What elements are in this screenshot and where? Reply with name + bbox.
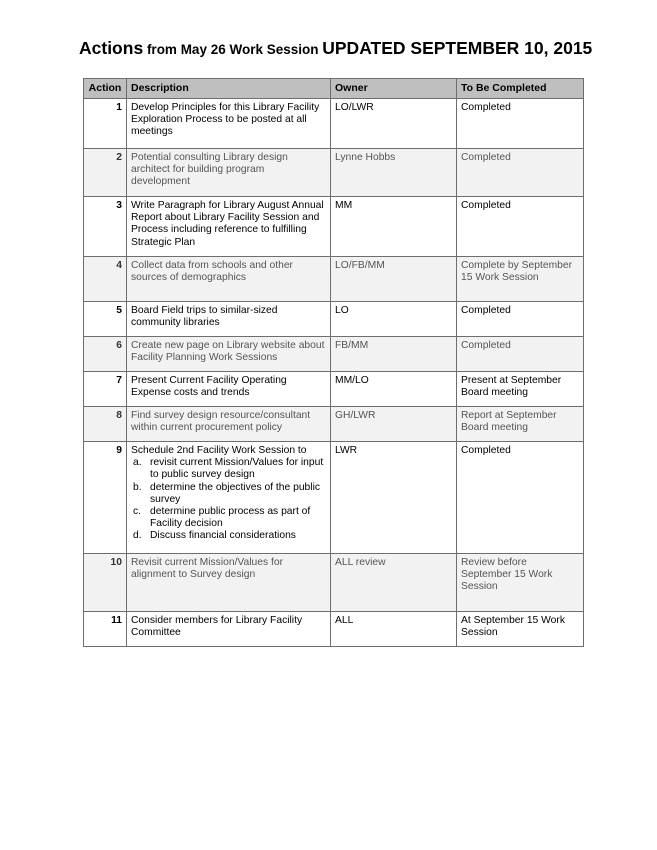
action-description	[127, 442, 331, 554]
sub-item	[131, 506, 326, 530]
action-owner: LO	[331, 302, 457, 337]
sub-item-text: determine public process as part of Facility decision	[150, 506, 311, 530]
header-owner: Owner	[331, 79, 457, 99]
table-row	[84, 554, 584, 612]
action-owner: Lynne Hobbs	[331, 149, 457, 197]
action-description: Find survey design resource/consultant within current procurement policy	[127, 407, 331, 442]
action-description: Potential consulting Library design architect for building program development	[127, 149, 331, 197]
action-number: 11	[84, 612, 127, 647]
action-due: Completed	[457, 442, 584, 554]
sub-item-text: Discuss financial considerations	[150, 530, 296, 542]
sub-item-text: revisit current Mission/Values for input to public survey design	[150, 457, 324, 481]
header-action: Action	[84, 79, 127, 99]
action-description: Board Field trips to similar-sized community libraries	[127, 302, 331, 337]
action-number: 1	[84, 99, 127, 149]
table-row	[84, 442, 584, 554]
title-subtitle: from May 26 Work Session	[143, 42, 323, 57]
action-due: Review before September 15 Work Session	[457, 554, 584, 612]
action-number: 7	[84, 372, 127, 407]
action-due: At September 15 Work Session	[457, 612, 584, 647]
title-updated: UPDATED SEPTEMBER 10, 2015	[322, 38, 593, 58]
sub-item	[131, 530, 326, 542]
sub-item-marker: b.	[133, 481, 142, 493]
table-row	[84, 407, 584, 442]
sub-item-marker: d.	[133, 530, 142, 542]
action-owner: ALL review	[331, 554, 457, 612]
action-number: 4	[84, 257, 127, 302]
action-owner: LO/FB/MM	[331, 257, 457, 302]
sub-item	[131, 482, 326, 506]
action-owner: LWR	[331, 442, 457, 554]
action-description: Present Current Facility Operating Expense costs and trends	[127, 372, 331, 407]
table-row	[84, 197, 584, 257]
table-row	[84, 612, 584, 647]
action-owner: ALL	[331, 612, 457, 647]
table-row	[84, 372, 584, 407]
sub-item-text: determine the objectives of the public survey	[150, 481, 320, 505]
action-number: 3	[84, 197, 127, 257]
action-owner: GH/LWR	[331, 407, 457, 442]
action-due: Completed	[457, 149, 584, 197]
page-title	[79, 38, 599, 60]
action-due: Completed	[457, 197, 584, 257]
table-row	[84, 337, 584, 372]
sub-item	[131, 457, 326, 481]
table-row	[84, 257, 584, 302]
action-owner: MM/LO	[331, 372, 457, 407]
action-description-lead: Schedule 2nd Facility Work Session to	[131, 445, 307, 456]
header-description: Description	[127, 79, 331, 99]
action-number: 2	[84, 149, 127, 197]
sub-item-list	[131, 457, 326, 542]
action-due: Present at September Board meeting	[457, 372, 584, 407]
action-number: 5	[84, 302, 127, 337]
title-actions: Actions	[79, 38, 144, 58]
action-owner: MM	[331, 197, 457, 257]
action-owner: FB/MM	[331, 337, 457, 372]
table-row	[84, 99, 584, 149]
action-number: 8	[84, 407, 127, 442]
action-description: Develop Principles for this Library Facility Exploration Process to be posted at all meetings	[127, 99, 331, 149]
action-owner: LO/LWR	[331, 99, 457, 149]
table-row	[84, 149, 584, 197]
action-due: Complete by September 15 Work Session	[457, 257, 584, 302]
action-due: Report at September Board meeting	[457, 407, 584, 442]
action-number: 6	[84, 337, 127, 372]
action-number: 9	[84, 442, 127, 554]
sub-item-marker: a.	[133, 457, 142, 469]
action-due: Completed	[457, 337, 584, 372]
action-description: Collect data from schools and other sources of demographics	[127, 257, 331, 302]
action-number: 10	[84, 554, 127, 612]
header-to-be-completed: To Be Completed	[457, 79, 584, 99]
sub-item-marker: c.	[133, 506, 142, 518]
action-description: Revisit current Mission/Values for alignment to Survey design	[127, 554, 331, 612]
action-description: Write Paragraph for Library August Annual Report about Library Facility Session and Process including reference to fulfilling Strategic Plan	[127, 197, 331, 257]
action-description: Create new page on Library website about Facility Planning Work Sessions	[127, 337, 331, 372]
action-due: Completed	[457, 99, 584, 149]
table-header-row	[84, 79, 584, 99]
action-description: Consider members for Library Facility Committee	[127, 612, 331, 647]
action-due: Completed	[457, 302, 584, 337]
table-row	[84, 302, 584, 337]
actions-table	[83, 78, 584, 647]
